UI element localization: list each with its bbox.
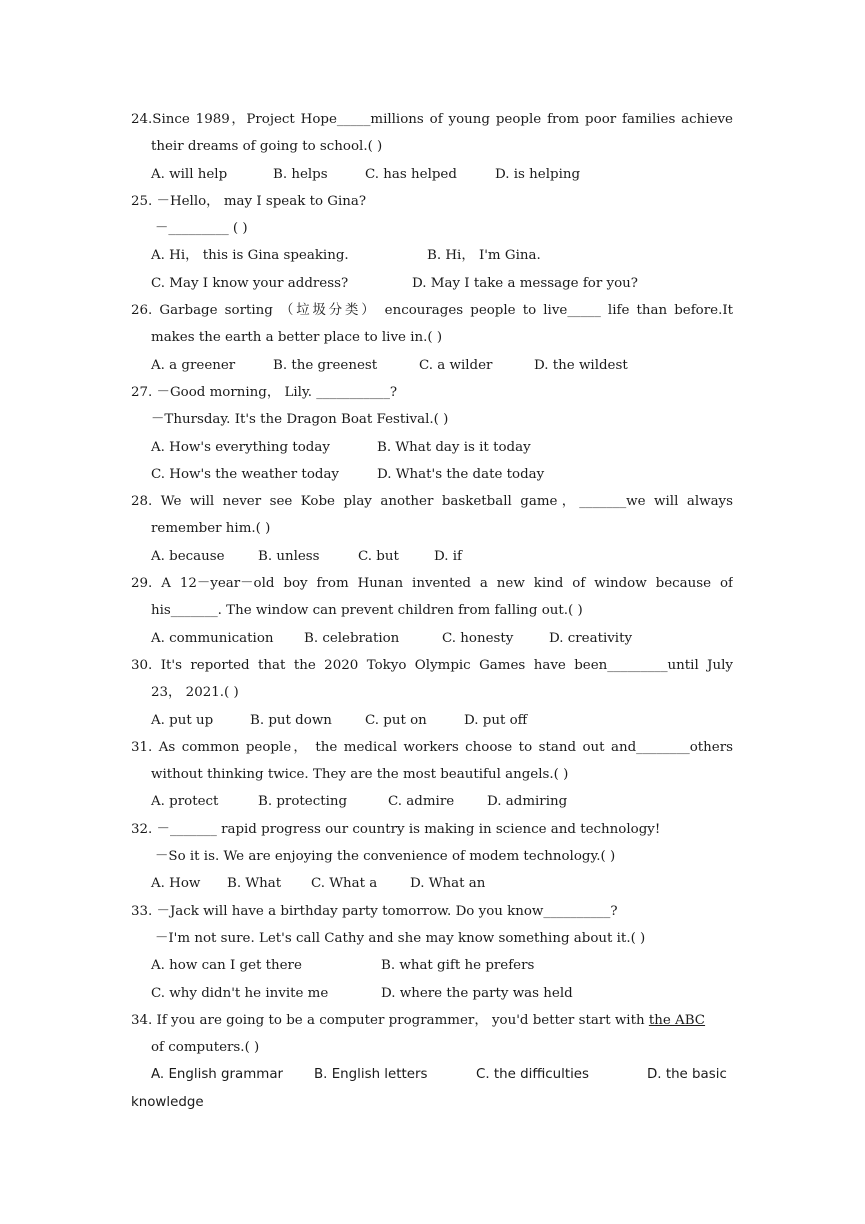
q34-underlined-term: the ABC [648, 1012, 706, 1028]
question-28-options [131, 543, 733, 570]
question-25-options-row-2 [131, 270, 733, 297]
question-33-line-1: 33. －Jack will have a birthday party tomorrow. Do you know__________? [131, 903, 618, 919]
q30-option-d: D. put off [464, 712, 528, 728]
q30-option-c: C. put on [365, 712, 427, 728]
question-25-options-row-1 [131, 242, 733, 269]
question-33-line-2: －I'm not sure. Let's call Cathy and she may know something about it.( ) [155, 930, 646, 946]
question-33-options-row-1 [131, 952, 733, 979]
q26-option-b: B. the greenest [273, 357, 378, 373]
q29-option-c: C. honesty [442, 630, 514, 646]
q28-option-d: D. if [434, 548, 463, 564]
question-26-options [131, 352, 733, 379]
q32-option-a: A. How [151, 876, 201, 892]
question-27-line-1: 27. －Good morning， Lily. ___________? [131, 384, 398, 400]
q33-option-d: D. where the party was held [381, 985, 573, 1001]
q24-option-b: B. helps [273, 166, 328, 182]
question-34-line-2: of computers.( ) [151, 1040, 260, 1056]
q33-option-c: C. why didn't he invite me [151, 985, 329, 1001]
q30-option-a: A. put up [151, 712, 214, 728]
question-28-line-2: remember him.( ) [151, 521, 271, 537]
question-30-line-2: 23， 2021.( ) [151, 685, 239, 701]
question-31-options [131, 788, 733, 815]
q24-option-a: A. will help [151, 166, 228, 182]
q34-option-c: C. the difficulties [476, 1067, 590, 1083]
q33-option-a: A. how can I get there [151, 958, 302, 974]
q27-option-b: B. What day is it today [377, 439, 531, 455]
q30-option-b: B. put down [250, 712, 332, 728]
question-27-options-row-2 [131, 461, 733, 488]
q27-option-a: A. How's everything today [151, 439, 330, 455]
q34-option-b: B. English letters [314, 1067, 428, 1083]
question-31-line-2: without thinking twice. They are the most beautiful angels.( ) [151, 767, 569, 783]
q31-option-a: A. protect [151, 794, 219, 810]
q34-option-a: A. English grammar [151, 1067, 284, 1083]
q31-option-d: D. admiring [487, 794, 568, 810]
question-25-line-1: 25. －Hello， may I speak to Gina? [131, 193, 367, 209]
q27-option-c: C. How's the weather today [151, 466, 339, 482]
q33-option-b: B. what gift he prefers [381, 958, 535, 974]
question-34-options [131, 1061, 733, 1088]
question-25-line-2: －_________ ( ) [155, 221, 248, 237]
q24-option-d: D. is helping [495, 166, 581, 182]
q25-option-b: B. Hi， I'm Gina. [427, 248, 541, 264]
q28-option-a: A. because [151, 548, 225, 564]
question-33-options-row-2 [131, 980, 733, 1007]
q26-option-d: D. the wildest [534, 357, 628, 373]
question-24-line-1: 24.Since 1989，Project Hope_____millions of young people from poor families achieve [131, 112, 733, 127]
question-30-line-1: 30. It's reported that the 2020 Tokyo Olympic Games have been_________until July [131, 657, 733, 673]
question-29-line-1: 29. A 12－year－old boy from Hunan invented a new kind of window because of [131, 576, 733, 592]
q28-option-c: C. but [358, 548, 399, 564]
q24-option-c: C. has helped [365, 166, 457, 182]
q34-option-d: D. the basic [647, 1067, 727, 1083]
q32-option-c: C. What a [311, 876, 378, 892]
q32-option-d: D. What an [410, 876, 486, 892]
q31-option-b: B. protecting [258, 794, 348, 810]
question-24-options [131, 161, 733, 188]
exam-document [131, 106, 733, 1116]
q29-option-d: D. creativity [549, 630, 633, 646]
question-27-line-2: －Thursday. It's the Dragon Boat Festival.( ) [151, 412, 449, 428]
q25-option-d: D. May I take a message for you? [412, 275, 638, 291]
q25-option-a: A. Hi， this is Gina speaking. [151, 248, 349, 264]
question-30-options [131, 707, 733, 734]
question-27-options-row-1 [131, 434, 733, 461]
question-24-line-2: their dreams of going to school.( ) [151, 139, 383, 155]
q34-stem: 34. If you are going to be a computer programmer， you'd better start with [131, 1012, 649, 1028]
q29-option-a: A. communication [151, 630, 274, 646]
q29-option-b: B. celebration [304, 630, 400, 646]
question-28-line-1: 28. We will never see Kobe play another basketball game，_______we will always [131, 494, 733, 510]
question-26-line-1: 26. Garbage sorting （垃圾分类） encourages people to live_____ life than before.It [131, 303, 733, 319]
question-32-line-1: 32. －_______ rapid progress our country is making in science and technology! [131, 821, 661, 837]
q26-option-a: A. a greener [151, 357, 236, 373]
q28-option-b: B. unless [258, 548, 320, 564]
question-26-line-2: makes the earth a better place to live in.( ) [151, 330, 443, 346]
question-32-line-2: －So it is. We are enjoying the convenience of modem technology.( ) [155, 849, 616, 865]
q32-option-b: B. What [227, 876, 282, 892]
q26-option-c: C. a wilder [419, 357, 493, 373]
question-34-line-1 [131, 1007, 733, 1034]
q25-option-c: C. May I know your address? [151, 275, 349, 291]
question-29-line-2: his_______. The window can prevent children from falling out.( ) [151, 603, 583, 619]
q27-option-d: D. What's the date today [377, 466, 545, 482]
question-29-options [131, 625, 733, 652]
question-32-options [131, 870, 733, 897]
q31-option-c: C. admire [388, 794, 455, 810]
question-31-line-1: 31. As common people， the medical workers choose to stand out and________others [131, 739, 733, 755]
q34-option-d-wrap: knowledge [131, 1094, 204, 1110]
